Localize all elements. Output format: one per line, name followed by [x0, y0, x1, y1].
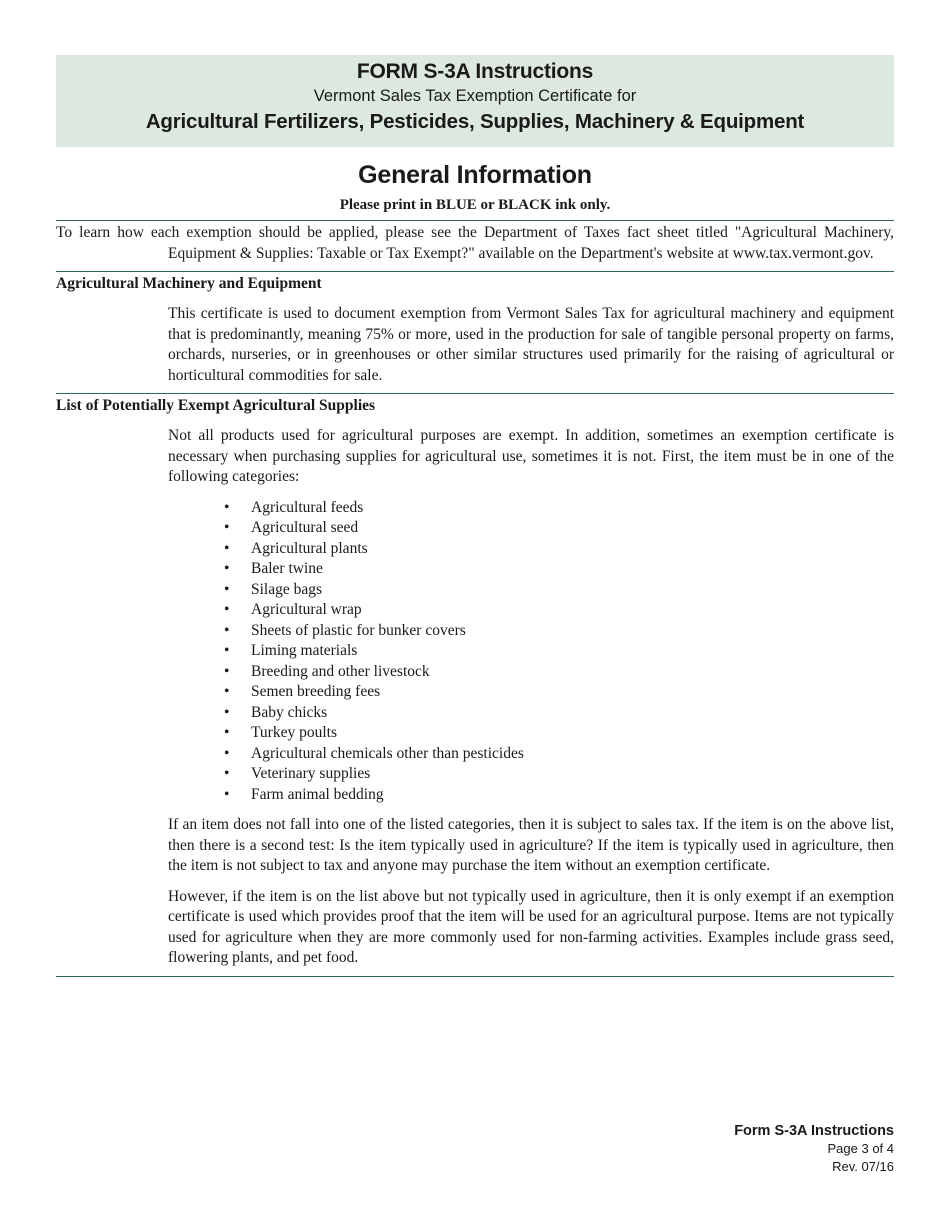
list-item: • Agricultural wrap — [224, 600, 894, 621]
bullet-icon: • — [224, 642, 230, 659]
supplies-paragraph-3: However, if the item is on the list above but not typically used in agriculture, then it is only exempt if an exemption certificate is used which provides proof that the item will be used for an agricultural purpose. Items are not typically used for agriculture when they are more commonly used for non-farming activities. Examples include grass seed, flowering plants, and pet food. — [168, 887, 894, 966]
list-item: • Sheets of plastic for bunker covers — [224, 621, 894, 642]
bullet-icon: • — [224, 519, 230, 536]
general-information-title: General Information — [358, 161, 592, 189]
list-item: • Farm animal bedding — [224, 785, 894, 806]
bullet-icon: • — [224, 498, 230, 516]
form-title: FORM S-3A Instructions — [356, 60, 594, 83]
bullet-icon: • — [224, 765, 230, 782]
list-item: • Baby chicks — [224, 703, 894, 724]
bullet-icon: • — [224, 662, 230, 680]
supplies-list — [56, 498, 894, 806]
bullet-icon: • — [224, 539, 230, 557]
page — [56, 55, 894, 977]
footer-revision: Rev. 07/16 — [832, 1159, 894, 1174]
machinery-text: This certificate is used to document exemption from Vermont Sales Tax for agricultural machinery and equipment that is predominantly, meaning 75% or more, used in the production for sale of tangible personal property on farms, orchards, nurseries, or in greenhouses or other similar structures used primarily for the raising of agricultural or horticultural commodities for sale. — [168, 305, 894, 384]
supplies-heading: List of Potentially Exempt Agricultural Supplies — [56, 397, 376, 414]
intro-text: To learn how each exemption should be applied, please see the Department of Taxes fact sheet titled "Agricultural Machinery, Equipment & Supplies: Taxable or Tax Exempt?" available on the Department's website at www.tax.vermont.gov. — [56, 224, 894, 262]
bullet-icon: • — [224, 724, 230, 741]
list-item: • Agricultural seed — [224, 518, 894, 539]
list-item: • Baler twine — [224, 559, 894, 580]
supplies-paragraph-2: If an item does not fall into one of the listed categories, then it is subject to sales tax. If the item is on the above list, then there is a second test: Is the item typically used in agriculture? If the item is typically used in agriculture, then the item is not subject to tax and anyone may purchase the item without an exemption certificate. — [168, 816, 894, 874]
footer-page-number: Page 3 of 4 — [827, 1141, 894, 1156]
list-item: • Turkey poults — [224, 723, 894, 744]
form-main-title: Agricultural Fertilizers, Pesticides, Supplies, Machinery & Equipment — [145, 110, 805, 133]
bullet-icon: • — [224, 580, 230, 598]
list-item: • Agricultural plants — [224, 539, 894, 560]
bullet-icon: • — [224, 785, 230, 803]
divider — [56, 976, 894, 977]
divider — [56, 393, 894, 394]
page-footer — [734, 1122, 894, 1176]
bullet-icon: • — [224, 621, 230, 639]
form-subtitle: Vermont Sales Tax Exemption Certificate for — [313, 87, 637, 105]
list-item: • Agricultural chemicals other than pesticides — [224, 744, 894, 765]
footer-form-title: Form S-3A Instructions — [734, 1123, 894, 1139]
bullet-icon: • — [224, 601, 230, 618]
list-item: • Silage bags — [224, 580, 894, 601]
bullet-icon: • — [224, 744, 230, 762]
list-item: • Semen breeding fees — [224, 682, 894, 703]
machinery-heading: Agricultural Machinery and Equipment — [56, 275, 322, 292]
list-item: • Agricultural feeds — [224, 498, 894, 519]
list-item: • Veterinary supplies — [224, 764, 894, 785]
header-band — [56, 55, 894, 147]
list-item: • Liming materials — [224, 641, 894, 662]
bullet-icon: • — [224, 683, 230, 700]
divider — [56, 271, 894, 272]
supplies-intro: Not all products used for agricultural purposes are exempt. In addition, sometimes an exemption certificate is necessary when purchasing supplies for agricultural use, sometimes it is not. First, the item must be in one of the following categories: — [168, 427, 894, 485]
list-item: • Breeding and other livestock — [224, 662, 894, 683]
bullet-icon: • — [224, 703, 230, 721]
bullet-icon: • — [224, 560, 230, 577]
divider — [56, 220, 894, 221]
print-note: Please print in BLUE or BLACK ink only. — [339, 197, 611, 213]
